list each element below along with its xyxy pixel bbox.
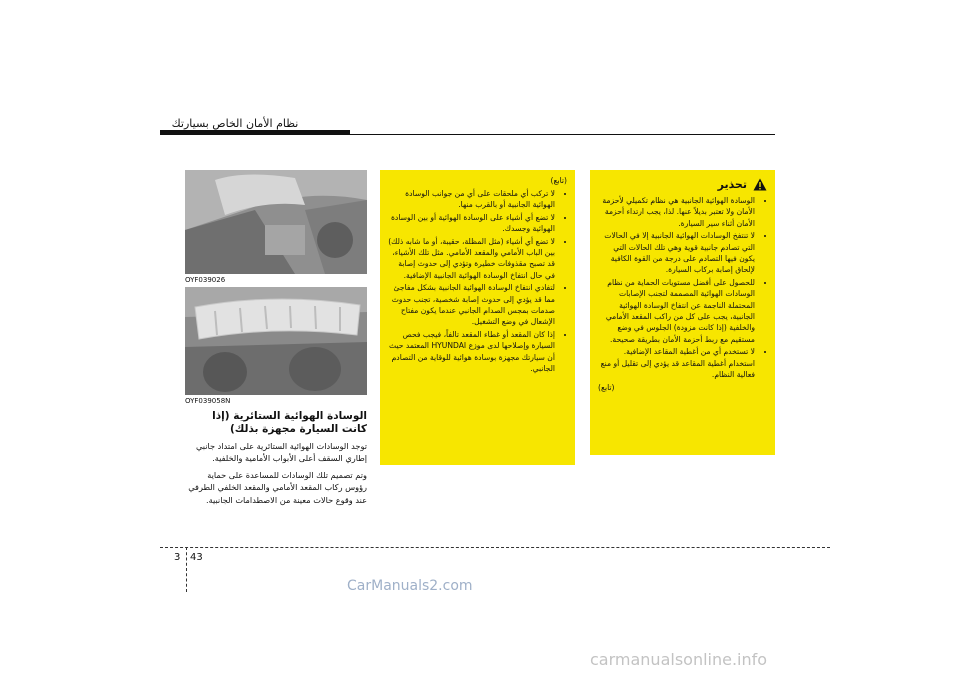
section-title: الوسادة الهوائية الستائرية (إذا كانت السيارة مجهزة بذلك) (212, 410, 367, 435)
footer-divider (186, 547, 187, 592)
curtain-airbag-section (185, 410, 367, 506)
warning-item: • الوسادة الهوائية الجانبية هي نظام تكميلي لأحزمة الأمان ولا تعتبر بديلاً عنها. لذا، يجب ارتداء أحزمة الأمان أثناء سير السيارة. (598, 195, 755, 229)
watermark-carmanuals2[interactable]: CarManuals2.com (347, 578, 473, 594)
header-rule-thick (160, 130, 350, 135)
watermark-carmanualsonline[interactable]: carmanualsonline.info (590, 650, 768, 669)
warning-list (598, 195, 767, 381)
photo-code: OYF039026 (185, 276, 226, 284)
warning-item: • لا تنتفخ الوسادات الهوائية الجانبية إلا في الحالات التي تصادم جانبية قوية وهي تلك الحالات التي يكون فيها التصادم على درجة من القوة الكافية لإلحاق إصابة بركاب السيارة. (598, 230, 755, 276)
section-paragraph: وتم تصميم تلك الوسادات للمساعدة على حماية رؤوس ركاب المقعد الأمامي والمقعد الخلفي الطرفي عند وقوع حالات معينة من الاصطدامات الجانبية. (188, 469, 367, 505)
page-number: 43 (190, 552, 203, 563)
warning-title: تحذير (717, 178, 747, 191)
continuation-list (388, 188, 567, 375)
warning-item: • لتفادي انتفاخ الوسادة الهوائية الجانبية بشكل مفاجئ مما قد يؤدي إلى حدوث إصابة شخصية، تجنب حدوث صدمات بمجس الصدام الجانبي عندما يكون مفتاح الإشعال في وضع التشغيل. (388, 282, 555, 328)
warning-item: • لا تضع أي أشياء (مثل المظلة، حقيبة، أو ما شابه ذلك) بين الباب الأمامي والمقعد الأمامي. مثل تلك الأشياء، قد تصبح مقذوفات خطيرة وتؤدي إلى حدوث إصابة في حال انتفاخ الوسادة الهوائية الجانبية الإضافية. (388, 236, 555, 282)
photo-curtain-airbag (185, 287, 367, 395)
page-header-title: نظام الأمان الخاص بسيارتك (171, 117, 299, 130)
photo-code: OYF039058N (185, 397, 231, 405)
warning-item: • إذا كان المقعد أو غطاء المقعد تالفاً، فيجب فحص السيارة وإصلاحها لدى موزع HYUNDAI المعتمد حيث أن سيارتك مجهزة بوسادة هوائية للوقاية من التصادم الجانبي. (388, 329, 555, 375)
warning-box (590, 170, 775, 455)
photo-side-pillar (185, 170, 367, 274)
warning-triangle-icon (753, 178, 767, 191)
warning-item: • لا تركب أي ملحقات على أي من جوانب الوسادة الهوائية الجانبية أو بالقرب منها. (388, 188, 555, 211)
warning-item: • لا تضع أي أشياء على الوسادة الهوائية أو بين الوسادة الهوائية وجسدك. (388, 212, 555, 235)
section-paragraph: توجد الوسادات الهوائية الستائرية على امتداد جانبي إطاري السقف أعلى الأبواب الأمامية والخلفية. (195, 441, 367, 464)
header-rule-thin (350, 134, 775, 135)
warning-item: • للحصول على أفضل مستويات الحماية من نظام الوسادات الهوائية المصممة لتجنب الإصابات المحتملة الناجمة عن انتفاخ الوسادة الهوائية الجانبية، يجب على كل من راكب المقعد الأمامي والخلفية (إذا كانت مزودة) الجلوس في وضع مستقيم مع ربط أحزمة الأمان بطريقة صحيحة. (598, 277, 755, 345)
warning-continued: (تابع) (598, 382, 615, 392)
section-number: 3 (174, 552, 181, 563)
warning-item: • لا تستخدم أي من أغطية المقاعد الإضافية. استخدام أغطية المقاعد قد يؤدي إلى تقليل أو منع فعالية النظام. (598, 346, 755, 380)
warning-continuation-box (380, 170, 575, 465)
continued-label: (تابع) (550, 176, 567, 185)
footer-rule (160, 547, 830, 548)
warning-header (598, 178, 767, 191)
